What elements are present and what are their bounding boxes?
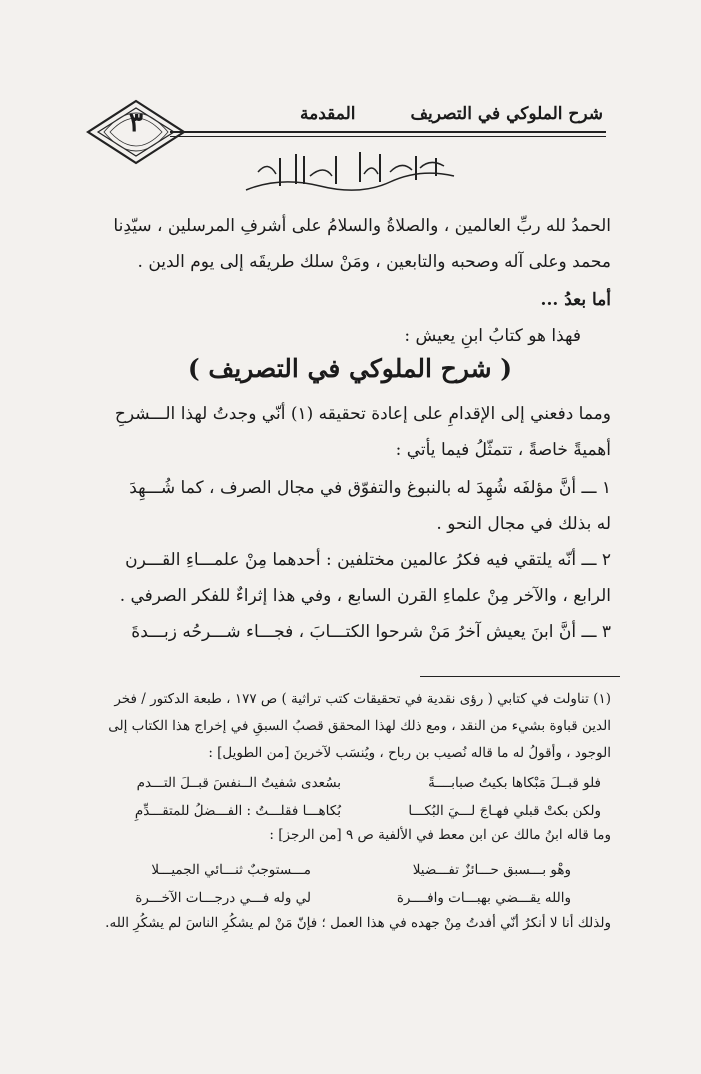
body-line: أهميةً خاصةً ، تتمثّلُ فيما يأتي : (395, 440, 611, 460)
footnote-line: الدين قباوة بشيء من النقد ، ومع ذلك لهذا المحقق قصبُ السبقِ في إخراج هذا الكتاب إلى (108, 718, 611, 734)
verse-hemistich: والله يقـــضي بهبـــات وافــــرة (396, 890, 571, 906)
verse-hemistich: فلو قبــلَ مَبْكاها بكيتُ صبابــــةً (428, 775, 601, 791)
list-item-2-cont: الرابع ، والآخر مِنْ علماءِ القرن السابع ، وفي هذا إثراءٌ للفكر الصرفي . (119, 586, 611, 606)
list-item-3: ٣ ـــ أنَّ ابنَ يعيش آخرُ مَنْ شرحوا الكتـــابَ ، فجـــاء شـــرحُه زبـــدةَ (131, 622, 611, 642)
verse-hemistich: ولكن بكتْ قبلي فهـاجَ لـــيَ البُكـــا (408, 803, 601, 819)
footnote-line: (١) تناولت في كتابي ( رؤى نقدية في تحقيقات كتب تراثية ) ص ١٧٧ ، طبعة الدكتور / فخر (114, 691, 611, 707)
list-item-1: ١ ـــ أنَّ مؤلفَه شُهِدَ له بالنبوغ والتفوّق في مجال الصرف ، كما شُـــهِدَ (129, 478, 611, 498)
footnote-line: ولذلك أنا لا أنكرُ أنّي أفدتُ مِنْ جهده في هذا العمل ؛ فإنّ مَنْ لم يشكُرِ الناسَ لم يشكُرِ الله. (105, 915, 611, 931)
footnote-line: الوجود ، وأقولُ له ما قاله نُصيب بن رباح ، ويُنسَب لآخرينَ [من الطويل] : (208, 745, 611, 761)
footnote-line: وما قاله ابنُ مالك عن ابن معط في الألفية ص ٩ [من الرجز] : (269, 827, 611, 843)
amma-bad-heading: أما بعدُ ... (540, 290, 611, 310)
running-section-title: المقدمة (300, 104, 356, 124)
footnote-rule (420, 676, 620, 677)
page-number: ٣ (129, 108, 143, 138)
body-line: فهذا هو كتابُ ابنِ يعيش : (404, 326, 581, 346)
verse-hemistich: مـــستوجبٌ ثنـــائي الجميـــلا (151, 862, 311, 878)
header-rule-thin (170, 136, 606, 137)
body-line: ومما دفعني إلى الإقدامِ على إعادة تحقيقه (١) أنّي وجدتُ لهذا الـــشرحِ (114, 404, 611, 424)
body-line: الحمدُ لله ربِّ العالمين ، والصلاةُ والسلامُ على أشرفِ المرسلين ، سيّدِنا (113, 216, 611, 236)
verse-hemistich: بُكاهـــا فقلـــتُ : الفـــضلُ للمتقـــدِّمِ (134, 803, 341, 819)
verse-hemistich: لي وله فـــي درجـــات الآخـــرة (135, 890, 311, 906)
body-line: محمد وعلى آله وصحبه والتابعين ، ومَنْ سلك طريقَه إلى يوم الدين . (137, 252, 611, 272)
list-item-1-cont: له بذلك في مجال النحو . (436, 514, 611, 534)
list-item-2: ٢ ـــ أنّه يلتقي فيه فكرُ عالمين مختلفين : أحدهما مِنْ علمـــاءِ القـــرن (125, 550, 611, 570)
header-rule (170, 131, 606, 133)
running-book-title: شرح الملوكي في التصريف (410, 104, 603, 124)
verse-hemistich: بسُعدى شفيتُ الــنفسَ قبــلَ التـــدم (136, 775, 341, 791)
book-title-heading: ( شرح الملوكي في التصريف ) (187, 354, 513, 383)
verse-hemistich: وهْو بـــسبق حـــائزٌ تفـــضيلا (412, 862, 571, 878)
